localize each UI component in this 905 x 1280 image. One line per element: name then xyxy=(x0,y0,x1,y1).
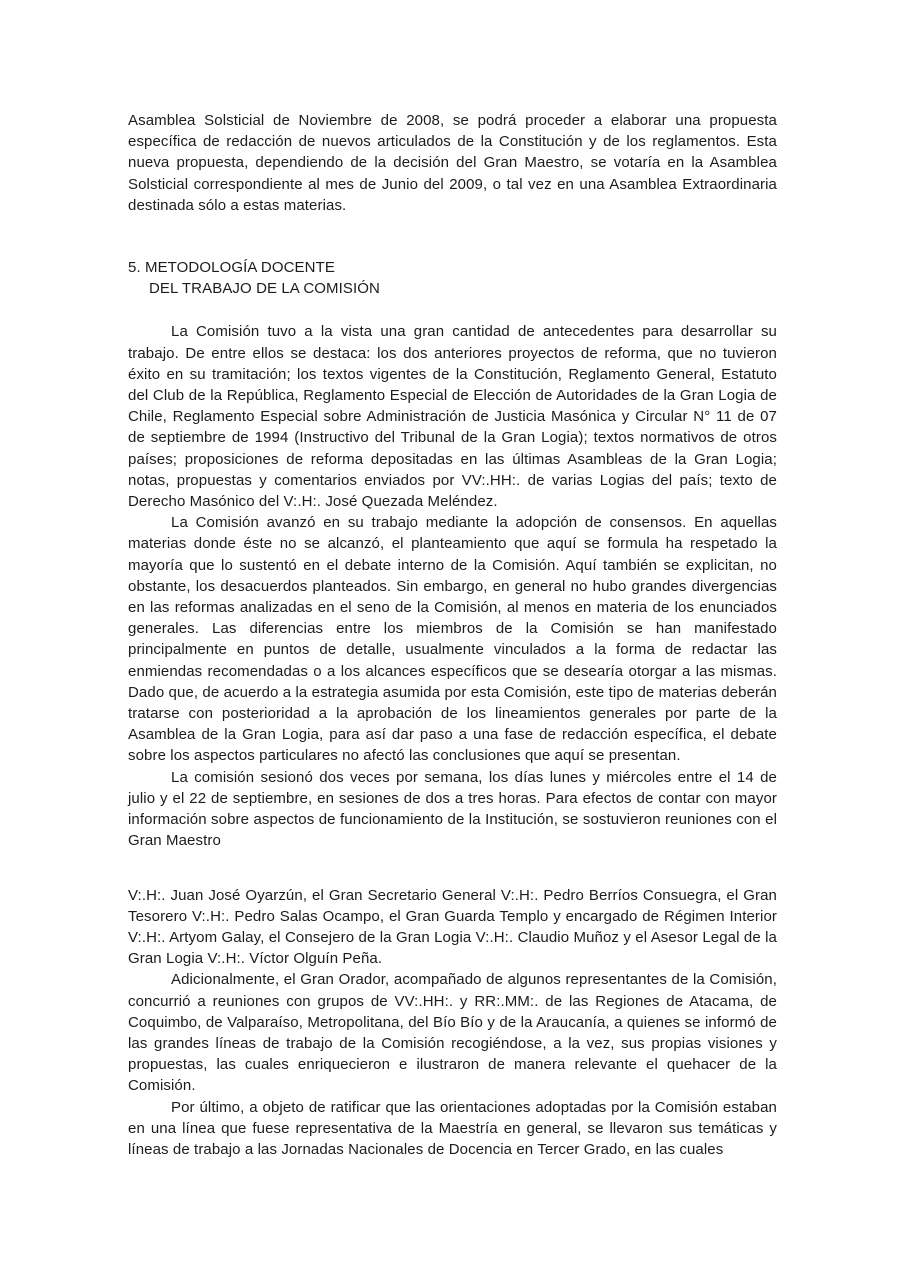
section-heading-subtitle-line: DEL TRABAJO DE LA COMISIÓN xyxy=(149,280,380,298)
paragraph-consensos: La Comisión avanzó en su trabajo mediante la adopción de consensos. En aquellas materias donde éste no se alcanzó, el planteamiento que aquí se formula ha respetado la mayoría que lo sustentó en el debate interno de la Comisión. Aquí también se explicitan, no obstante, los desacuerdos planteados. Sin embargo, en general no hubo grandes divergencias en las reformas analizadas en el seno de la Comisión, al menos en materia de los enunciados generales. Las diferencias entre los miembros de la Comisión se han manifestado principalmente en puntos de detalle, usualmente vinculados a la forma de redactar las enmiendas recomendadas o a los alcances específicos que se desearía otorgar a las mismas. Dado que, de acuerdo a la estrategia asumida por esta Comisión, este tipo de materias deberán tratarse con posterioridad a la aprobación de los lineamientos generales por parte de la Asamblea de la Gran Logia, para así dar paso a una fase de redacción específica, el debate sobre los aspectos particulares no afectó las conclusiones que aquí se presentan. xyxy=(128,514,777,765)
paragraph-regiones: Adicionalmente, el Gran Orador, acompañado de algunos representantes de la Comisión, concurrió a reuniones con grupos de VV:.HH:. y RR:.MM:. de las Regiones de Atacama, de Coquimbo, de Valparaíso, Metropolitana, del Bío Bío y de la Araucanía, a quienes se informó de las grandes líneas de trabajo de la Comisión recogiéndose, a la vez, sus propias visiones y propuestas, las cuales enriquecieron e ilustraron de manera relevante el quehacer de la Comisión. xyxy=(128,971,777,1095)
paragraph-sesiones: La comisión sesionó dos veces por semana, los días lunes y miércoles entre el 14 de julio y el 22 de septiembre, en sesiones de dos a tres horas. Para efectos de contar con mayor información sobre aspectos de funcionamiento de la Institución, se sostuvieron reuniones con el Gran Maestro xyxy=(128,768,777,850)
section-heading xyxy=(128,257,777,299)
paragraph-continuation: Asamblea Solsticial de Noviembre de 2008, se podrá proceder a elaborar una propuesta específica de redacción de nuevos articulados de la Constitución y de los reglamentos. Esta nueva propuesta, dependiendo de la decisión del Gran Maestro, se votaría en la Asamblea Solsticial correspondiente al mes de Junio del 2009, o tal vez en una Asamblea Extraordinaria destinada sólo a estas materias. xyxy=(128,112,777,214)
paragraph-jornadas: Por último, a objeto de ratificar que las orientaciones adoptadas por la Comisión estaban en una línea que fuese representativa de la Maestría en general, se llevaron sus temáticas y líneas de trabajo a las Jornadas Nacionales de Docencia en Tercer Grado, en las cuales xyxy=(128,1098,777,1158)
document-text-block xyxy=(128,110,777,1160)
section-heading-number-line: 5. METODOLOGÍA DOCENTE xyxy=(128,259,335,277)
paragraph-autoridades: V:.H:. Juan José Oyarzún, el Gran Secretario General V:.H:. Pedro Berríos Consuegra, el Gran Tesorero V:.H:. Pedro Salas Ocampo, el Gran Guarda Templo y encargado de Régimen Interior V:.H:. Artyom Galay, el Consejero de la Gran Logia V:.H:. Claudio Muñoz y el Asesor Legal de la Gran Logia V:.H:. Víctor Olguín Peña. xyxy=(128,886,777,968)
paragraph-antecedentes: La Comisión tuvo a la vista una gran cantidad de antecedentes para desarrollar su trabajo. De entre ellos se destaca: los dos anteriores proyectos de reforma, que no tuvieron éxito en su tramitación; los textos vigentes de la Constitución, Reglamento General, Estatuto del Club de la República, Reglamento Especial de Elección de Autoridades de la Gran Logia de Chile, Reglamento Especial sobre Administración de Justicia Masónica y Circular N° 11 de 07 de septiembre de 1994 (Instructivo del Tribunal de la Gran Logia); textos normativos de otros países; proposiciones de reforma depositadas en las últimas Asambleas de la Gran Logia; notas, propuestas y comentarios enviados por VV:.HH:. de varias Logias del país; texto de Derecho Masónico del V:.H:. José Quezada Meléndez. xyxy=(128,323,777,511)
